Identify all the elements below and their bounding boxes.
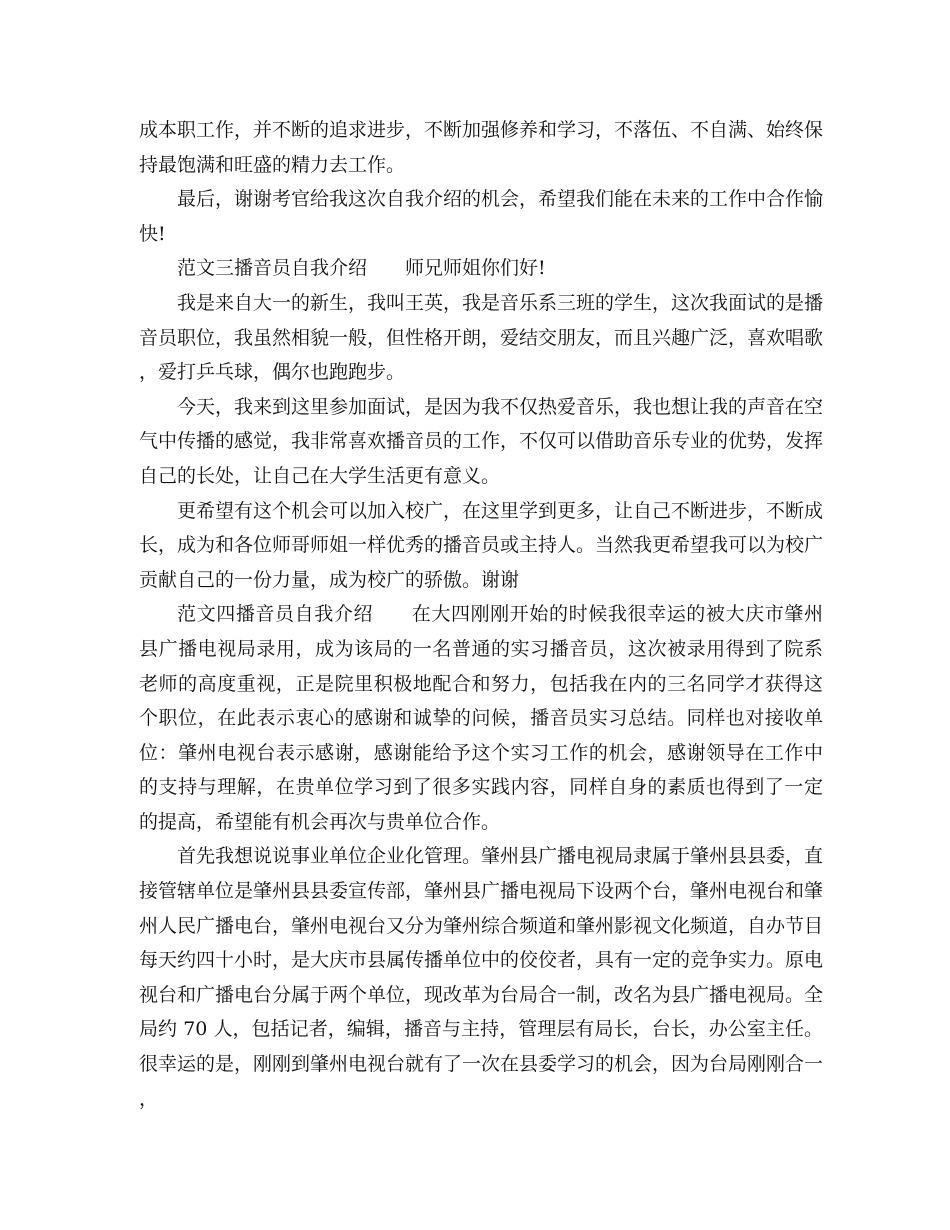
text-line: 在此表示衷心的感谢和诚挚的问候，播音员实习总结。同样也对接收单位：肇州电 bbox=[139, 707, 823, 764]
text-line: 音员职位，我虽然相貌一般，但性格开朗，爱结交朋友，而且兴趣广泛，喜欢唱歌， bbox=[139, 326, 824, 384]
text-line: 在大四刚刚开始的时候我很幸运的被大庆市肇州县 bbox=[139, 603, 823, 660]
text-line: 每天约四十小时，是大庆市县属传播单位中的佼佼者，具有一定的竞争实力。原电 bbox=[139, 949, 824, 972]
text-line: 首先我想说说事业单位企业化管理。肇州县广播电视局隶属于肇州县县委，直 bbox=[177, 845, 824, 868]
text-line: 今天，我来到这里参加面试，是因为我不仅热爱音乐，我也想让我的声音在空 bbox=[177, 395, 824, 418]
paragraph-7 bbox=[139, 597, 823, 839]
text-line: 更希望有这个机会可以加入校广，在这里学到更多，让自己不断进步，不断成 bbox=[177, 499, 824, 522]
section-heading: 范文三播音员自我介绍 bbox=[177, 257, 368, 280]
text-line: 很幸运的是，刚刚到肇州电视台就有了一次在县委学习的机会，因为台局刚刚合一， bbox=[139, 1053, 824, 1110]
text-line: 师兄师姐你们好! bbox=[405, 257, 546, 280]
text-line: 的高度重视，正是院里积极地配合和努力，包括我在内的三名同学才获得这个职位， bbox=[139, 672, 823, 730]
text-line: 在贵单位学习到了很多实践内容，同样自身的素质也得到了一定的提高，希望能有 bbox=[139, 776, 823, 833]
paragraph-3 bbox=[139, 251, 823, 286]
text-line: 接管辖单位是肇州县县委宣传部，肇州县广播电视局下设两个台，肇州电视台和肇 bbox=[139, 880, 824, 903]
text-line: 长，成为和各位师哥师姐一样优秀的播音员或主持人。当然我更希望我可以为校广 bbox=[139, 534, 824, 557]
paragraph-2 bbox=[139, 182, 823, 251]
text-line: 快! bbox=[139, 222, 166, 245]
paragraph-5 bbox=[139, 390, 823, 494]
text-line: 局约 70 人，包括记者，编辑，播音与主持，管理层有局长，台长，办公室主任。 bbox=[139, 1018, 823, 1041]
text-line: 我是来自大一的新生，我叫王英，我是音乐系三班的学生，这次我面试的是播 bbox=[177, 291, 824, 314]
text-line: 机会再次与贵单位合作。 bbox=[291, 810, 501, 833]
paragraph-1 bbox=[139, 113, 823, 182]
text-line: 贡献自己的一份力量，成为校广的骄傲。谢谢 bbox=[139, 568, 520, 591]
document-body bbox=[139, 113, 823, 1116]
section-heading: 范文四播音员自我介绍 bbox=[177, 603, 374, 626]
text-line: 广播电视局录用，成为该局的一名普通的实习播音员，这次被录用得到了院系老师 bbox=[139, 637, 823, 695]
text-line: 持最饱满和旺盛的精力去工作。 bbox=[139, 153, 406, 176]
paragraph-4 bbox=[139, 286, 823, 390]
text-line: 州人民广播电台，肇州电视台又分为肇州综合频道和肇州影视文化频道，自办节目 bbox=[139, 914, 824, 937]
text-line: 成本职工作，并不断的追求进步，不断加强修养和学习，不落伍、不自满、始终保 bbox=[139, 119, 824, 141]
text-line: 自己的长处，让自己在大学生活更有意义。 bbox=[139, 464, 501, 487]
text-line: 气中传播的感觉，我非常喜欢播音员的工作，不仅可以借助音乐专业的优势，发挥 bbox=[139, 430, 824, 453]
text-line: 爱打乒乓球，偶尔也跑跑步。 bbox=[158, 361, 406, 384]
paragraph-6 bbox=[139, 494, 823, 598]
paragraph-8 bbox=[139, 839, 823, 1116]
text-line: 视台和广播电台分属于两个单位，现改革为台局合一制，改名为县广播电视局。全 bbox=[139, 983, 824, 1006]
text-line: 最后，谢谢考官给我这次自我介绍的机会，希望我们能在未来的工作中合作愉 bbox=[177, 188, 824, 211]
text-line: 视台表示感谢，感谢能给予这个实习工作的机会，感谢领导在工作中的支持与理解， bbox=[139, 741, 823, 799]
